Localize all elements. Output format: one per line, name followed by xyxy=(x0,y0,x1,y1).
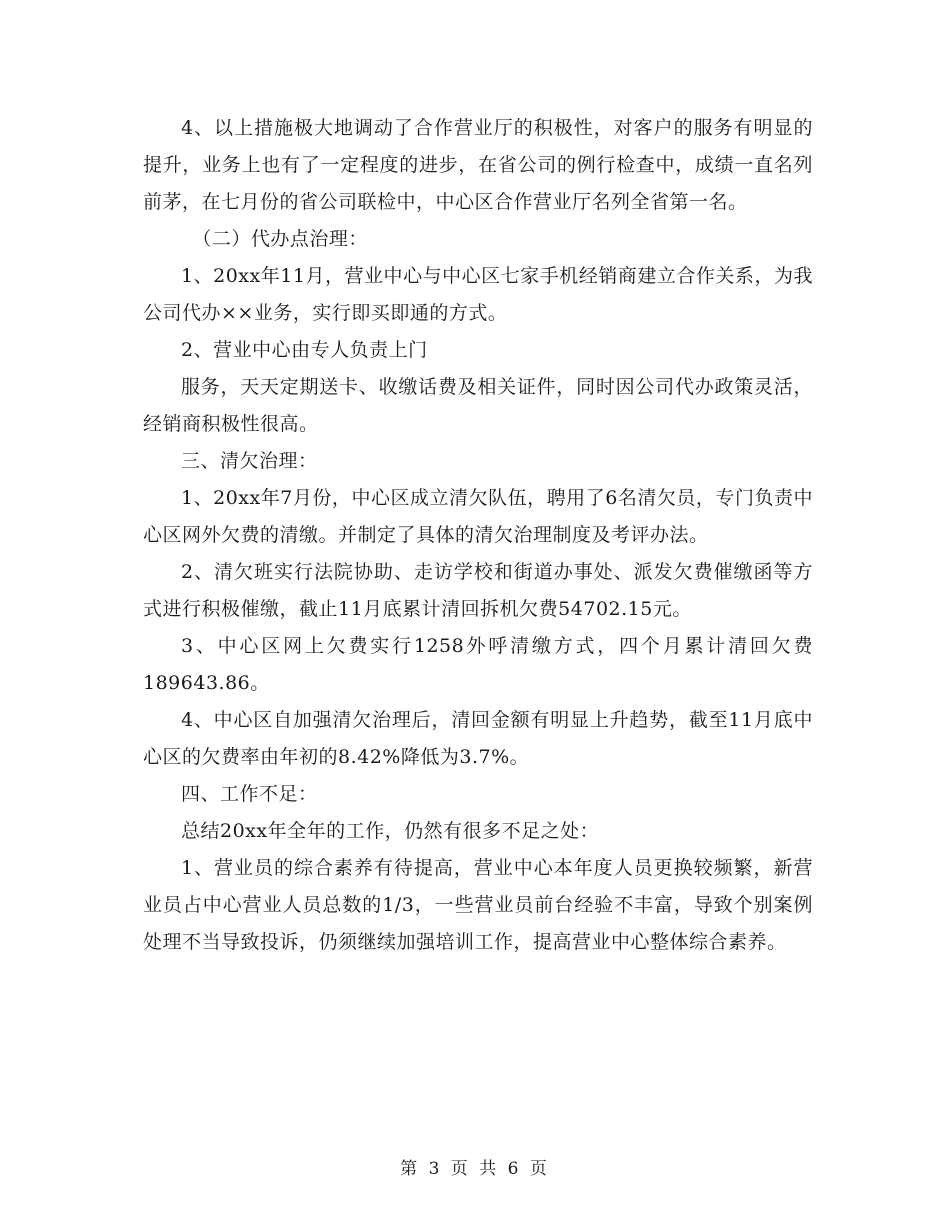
paragraph: 服务，天天定期送卡、收缴话费及相关证件，同时因公司代办政策灵活，经销商积极性很高。 xyxy=(143,376,813,435)
paragraph: 4、以上措施极大地调动了合作营业厅的积极性，对客户的服务有明显的提升，业务上也有了一定程度的进步，在省公司的例行检查中，成绩一直名列前茅，在七月份的省公司联检中，中心区合作营业厅名列全省第一名。 xyxy=(143,117,813,213)
paragraph: 2、营业中心由专人负责上门 xyxy=(181,339,428,361)
paragraph: 4、中心区自加强清欠治理后，清回金额有明显上升趋势，截至11月底中心区的欠费率由年初的8.42%降低为3.7%。 xyxy=(143,709,813,768)
paragraph: 1、20xx年11月，营业中心与中心区七家手机经销商建立合作关系，为我公司代办××业务，实行即买即通的方式。 xyxy=(143,265,813,324)
paragraph: 2、清欠班实行法院协助、走访学校和街道办事处、派发欠费催缴函等方式进行积极催缴，截止11月底累计清回拆机欠费54702.15元。 xyxy=(143,561,813,620)
page-number-footer: 第 3 页 共 6 页 xyxy=(400,1159,550,1179)
paragraph: 1、20xx年7月份，中心区成立清欠队伍，聘用了6名清欠员，专门负责中心区网外欠费的清缴。并制定了具体的清欠治理制度及考评办法。 xyxy=(143,487,813,546)
paragraph: 总结20xx年全年的工作，仍然有很多不足之处： xyxy=(181,820,600,842)
section-heading: 三、清欠治理： xyxy=(181,450,318,472)
section-heading: （二）代办点治理： xyxy=(192,228,368,250)
section-heading: 四、工作不足： xyxy=(181,783,318,805)
body-text xyxy=(143,110,813,961)
paragraph: 3、中心区网上欠费实行1258外呼清缴方式，四个月累计清回欠费189643.86。 xyxy=(143,635,813,694)
paragraph: 1、营业员的综合素养有待提高，营业中心本年度人员更换较频繁，新营业员占中心营业人员总数的1/3，一些营业员前台经验不丰富，导致个别案例处理不当导致投诉，仍须继续加强培训工作，提高营业中心整体综合素养。 xyxy=(143,857,813,953)
